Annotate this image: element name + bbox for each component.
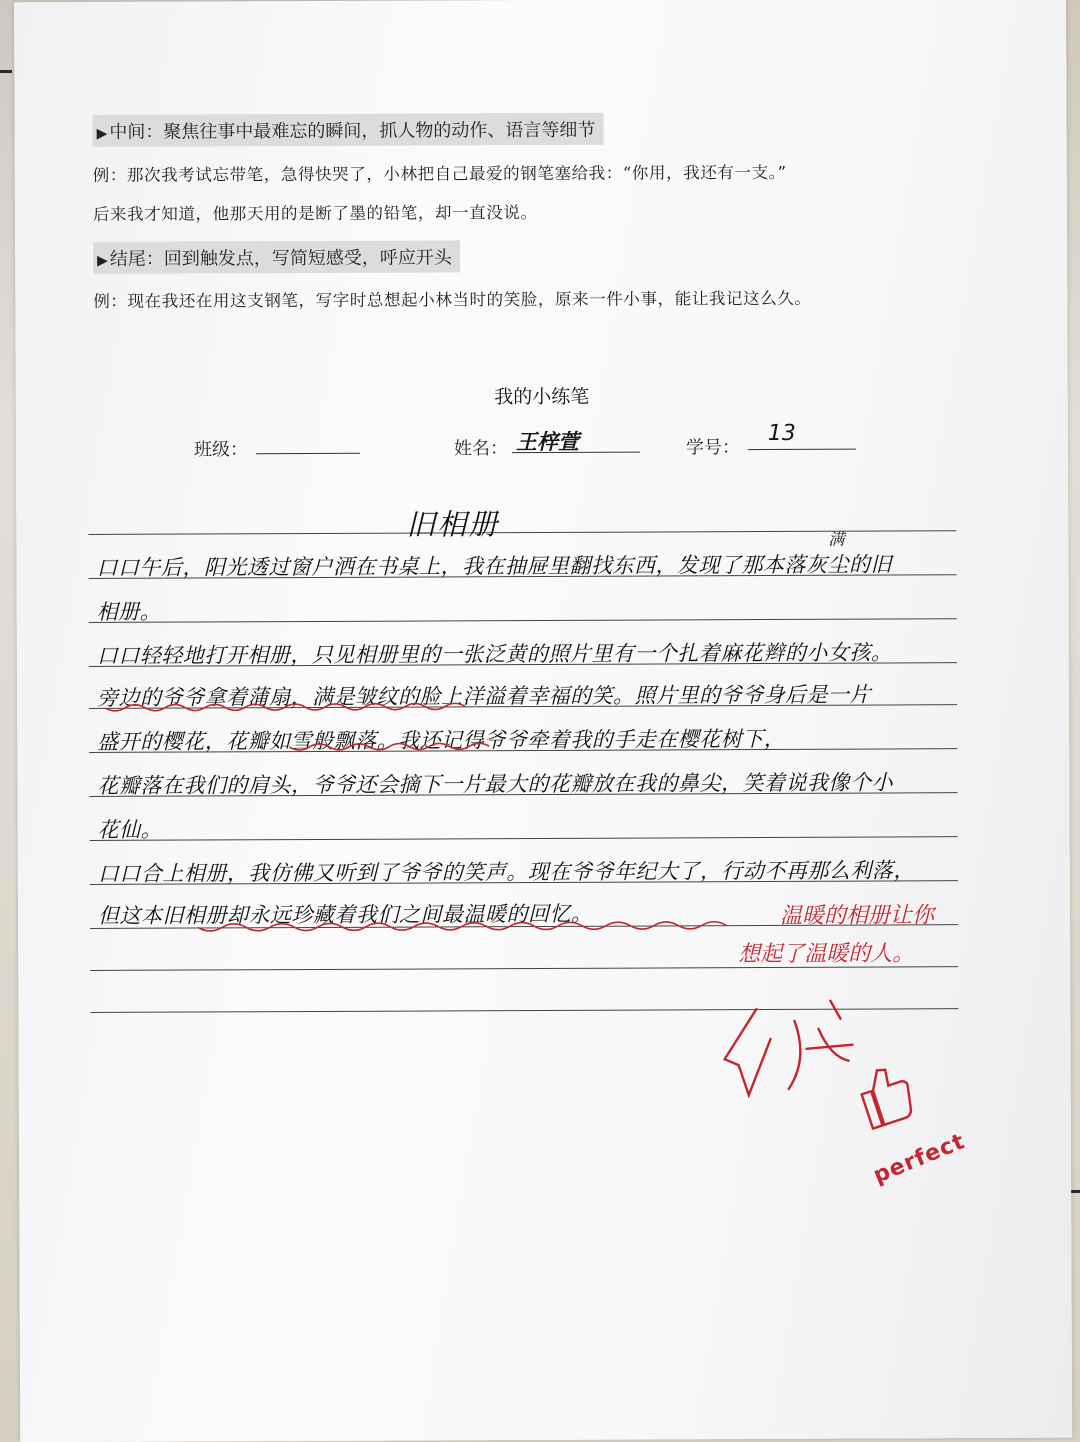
correction-mark: 满 [828, 529, 845, 549]
wavy-underline [105, 703, 465, 711]
name-label: 姓名： [453, 438, 509, 460]
wavy-underline [198, 922, 726, 931]
triangle-icon: ▶ [96, 125, 108, 142]
board-edge-left [0, 70, 12, 73]
triangle-icon: ▶ [97, 252, 108, 269]
essay-line-1: 口口午后，阳光透过窗户洒在书桌上，我在抽屉里翻找东西，发现了那本落灰尘的旧 [96, 552, 893, 580]
name-value: 王梓萱 [515, 429, 579, 455]
class-label: 班级： [193, 439, 249, 461]
essay-line-2: 相册。 [96, 599, 162, 624]
middle-section-text: 中间：聚焦往事中最难忘的瞬间，抓人物的动作、语言等细节 [109, 119, 596, 143]
essay-line-5: 盛开的樱花，花瓣如雪般飘落。我还记得爷爷牵着我的手走在樱花树下， [97, 726, 786, 754]
thumbs-up-stamp [856, 1063, 917, 1129]
essay-line-8: 口口合上相册，我仿佛又听到了爷爷的笑声。现在爷爷年纪大了，行动不再那么利落， [97, 858, 915, 886]
wavy-underline [289, 743, 489, 750]
ending-example-line: 例：现在我还在用这支钢笔，写字时总想起小林当时的笑脸，原来一件小事，能让我记这么久。 [93, 288, 812, 311]
ending-section-text: 结尾：回到触发点，写简短感受，呼应开头 [109, 247, 452, 270]
teacher-signature [724, 1001, 852, 1096]
teacher-comment-line-2: 想起了温暖的人。 [738, 941, 915, 968]
student-id-value: 13 [767, 420, 796, 447]
essay-title: 旧相册 [406, 507, 500, 542]
worksheet-page [14, 0, 1072, 1442]
essay-line-3: 口口轻轻地打开相册，只见相册里的一张泛黄的照片里有一个扎着麻花辫的小女孩。 [96, 640, 893, 668]
essay-line-7: 花仙。 [97, 817, 163, 842]
middle-example-line-2: 后来我才知道，他那天用的是断了墨的铅笔，却一直没说。 [92, 203, 538, 224]
middle-example-line-1: 例：那次我考试忘带笔，急得快哭了，小林把自己最爱的钢笔塞给我：“你用，我还有一支。” [92, 162, 787, 185]
essay-line-6: 花瓣落在我们的肩头，爷爷还会摘下一片最大的花瓣放在我的鼻尖，笑着说我像个小 [97, 770, 893, 798]
teacher-comment-line-1: 温暖的相册让你 [779, 903, 935, 929]
worksheet-title: 我的小练笔 [494, 385, 590, 409]
teacher-markings [14, 0, 1072, 1442]
essay-line-9: 但这本旧相册却永远珍藏着我们之间最温暖的回忆。 [97, 901, 593, 928]
essay-line-4: 旁边的爷爷拿着蒲扇，满是皱纹的脸上洋溢着幸福的笑。照片里的爷爷身后是一片 [96, 682, 872, 710]
perfect-stamp: perfect [869, 1129, 969, 1189]
student-id-label: 学号： [685, 437, 741, 459]
